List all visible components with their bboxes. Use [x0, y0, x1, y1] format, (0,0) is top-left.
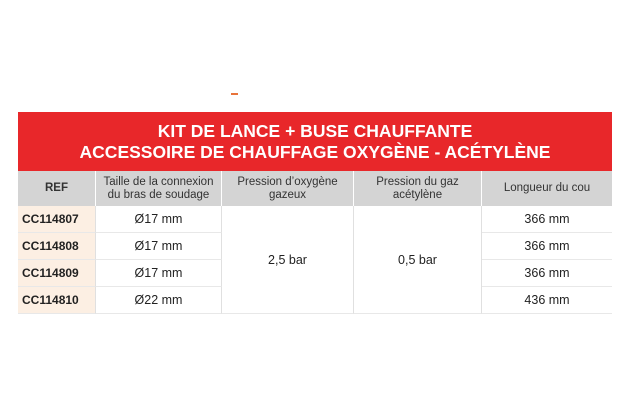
- taille-cell: Ø17 mm: [96, 260, 222, 287]
- table-title-line-1: KIT DE LANCE + BUSE CHAUFFANTE: [157, 120, 473, 141]
- longueur-cell: 366 mm: [482, 233, 612, 260]
- header-ref: REF: [18, 171, 96, 206]
- ref-cell: CC114807: [18, 206, 96, 233]
- header-taille-connexion: [96, 171, 222, 206]
- header-pression-gaz-line-1: Pression du gaz: [376, 175, 459, 188]
- ref-cell: CC114808: [18, 233, 96, 260]
- longueur-cell: 366 mm: [482, 260, 612, 287]
- header-pression-oxygene: [222, 171, 354, 206]
- table-title-line-2: ACCESSOIRE DE CHAUFFAGE OXYGÈNE - ACÉTYLÈNE: [79, 141, 551, 162]
- table-row: [18, 206, 612, 233]
- table-title: [18, 112, 612, 171]
- taille-cell: Ø22 mm: [96, 287, 222, 314]
- header-pression-oxygene-line-1: Pression d’oxygène: [237, 175, 338, 188]
- longueur-cell: 436 mm: [482, 287, 612, 314]
- accent-dash: [231, 93, 238, 95]
- pression-gaz-cell: 0,5 bar: [354, 206, 482, 314]
- header-taille-line-1: Taille de la connexion: [103, 175, 214, 188]
- product-spec-table: [18, 112, 612, 314]
- header-pression-gaz: [354, 171, 482, 206]
- longueur-cell: 366 mm: [482, 206, 612, 233]
- ref-cell: CC114809: [18, 260, 96, 287]
- header-pression-oxygene-line-2: gazeux: [268, 188, 307, 201]
- taille-cell: Ø17 mm: [96, 233, 222, 260]
- taille-cell: Ø17 mm: [96, 206, 222, 233]
- header-longueur-cou: Longueur du cou: [482, 171, 612, 206]
- ref-cell: CC114810: [18, 287, 96, 314]
- pression-oxygene-cell: 2,5 bar: [222, 206, 354, 314]
- header-taille-line-2: du bras de soudage: [107, 188, 210, 201]
- header-pression-gaz-line-2: acétylène: [392, 188, 443, 201]
